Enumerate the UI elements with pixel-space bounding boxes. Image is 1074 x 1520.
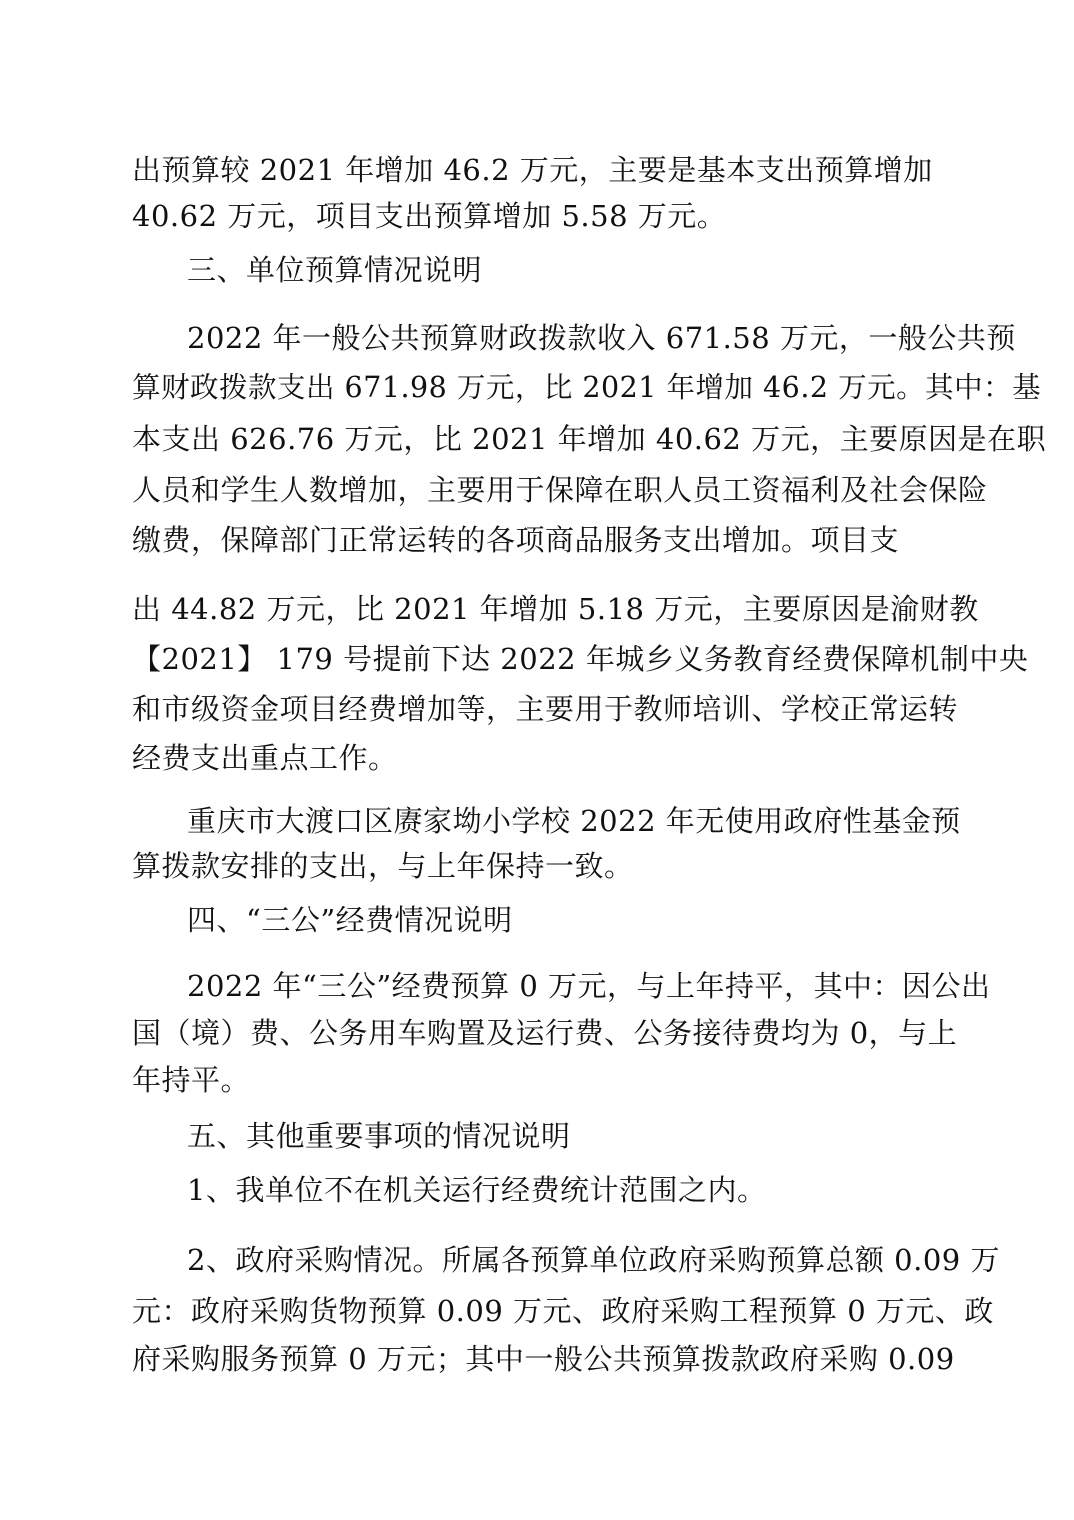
text-line: 重庆市大渡口区赓家坳小学校 2022 年无使用政府性基金预 (187, 804, 961, 838)
text-line: 出预算较 2021 年增加 46.2 万元，主要是基本支出预算增加 (132, 153, 933, 187)
section-heading: 四、“三公”经费情况说明 (187, 903, 513, 937)
section-heading: 三、单位预算情况说明 (187, 253, 483, 287)
text-line: 本支出 626.76 万元，比 2021 年增加 40.62 万元，主要原因是在职 (132, 422, 1047, 456)
text-line: 2022 年一般公共预算财政拨款收入 671.58 万元，一般公共预 (187, 321, 1016, 355)
text-line: 算财政拨款支出 671.98 万元，比 2021 年增加 46.2 万元。其中：基 (132, 371, 1042, 404)
text-line: 人员和学生人数增加，主要用于保障在职人员工资福利及社会保险 (132, 473, 988, 507)
text-line: 1、我单位不在机关运行经费统计范围之内。 (187, 1173, 767, 1207)
text-line: 国（境）费、公务用车购置及运行费、公务接待费均为 0，与上 (132, 1016, 958, 1050)
text-line: 经费支出重点工作。 (132, 741, 398, 775)
text-line: 40.62 万元，项目支出预算增加 5.58 万元。 (132, 199, 727, 233)
text-line: 府采购服务预算 0 万元；其中一般公共预算拨款政府采购 0.09 (132, 1342, 955, 1376)
text-line: 2、政府采购情况。所属各预算单位政府采购预算总额 0.09 万 (187, 1243, 1000, 1277)
text-line: 元：政府采购货物预算 0.09 万元、政府采购工程预算 0 万元、政 (132, 1294, 994, 1328)
text-line: 缴费，保障部门正常运转的各项商品服务支出增加。项目支 (132, 523, 900, 557)
text-line: 年持平。 (132, 1063, 251, 1097)
text-line: 算拨款安排的支出，与上年保持一致。 (132, 849, 634, 883)
text-line: 出 44.82 万元，比 2021 年增加 5.18 万元，主要原因是渝财教 (132, 592, 979, 626)
text-line: 【2021】 179 号提前下达 2022 年城乡义务教育经费保障机制中央 (132, 642, 1029, 676)
text-line: 和市级资金项目经费增加等，主要用于教师培训、学校正常运转 (132, 692, 959, 726)
section-heading: 五、其他重要事项的情况说明 (187, 1119, 571, 1153)
text-line: 2022 年“三公”经费预算 0 万元，与上年持平，其中：因公出 (187, 969, 991, 1003)
